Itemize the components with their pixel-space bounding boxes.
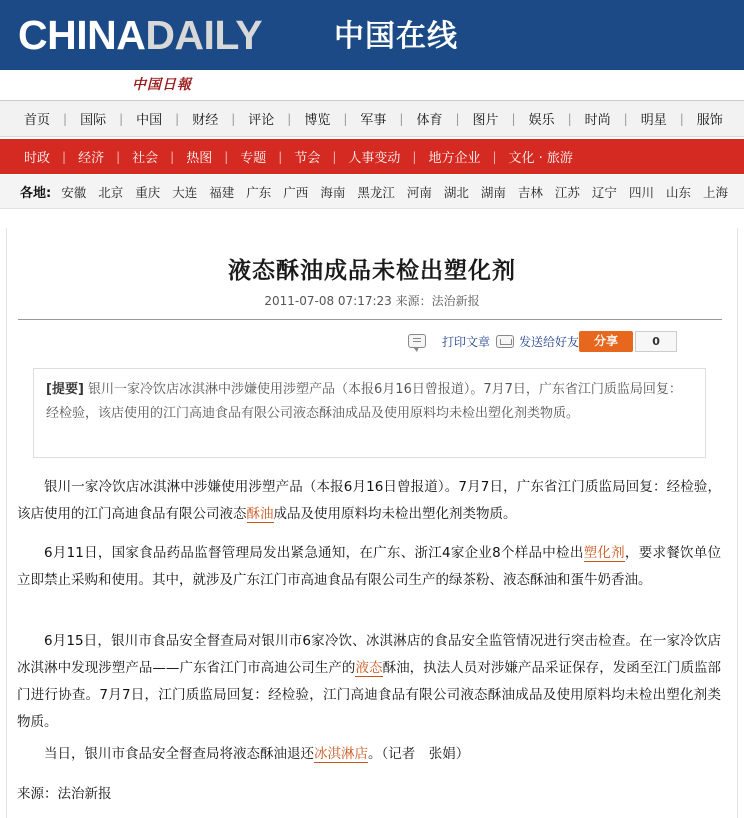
nav-main-item[interactable]: 娱乐	[528, 113, 555, 128]
nav-region-item[interactable]: 广西	[283, 185, 309, 200]
nav-region-item[interactable]: 重庆	[135, 185, 161, 200]
nav-main-item[interactable]: 图片	[472, 113, 499, 128]
nav-main-item[interactable]: 军事	[360, 113, 387, 128]
region-label: 各地:	[20, 186, 52, 201]
nav-main-item[interactable]: 评论	[248, 113, 275, 128]
nav-region-item[interactable]: 辽宁	[591, 185, 617, 200]
nav-main-item[interactable]: 财经	[192, 113, 219, 128]
nav-region-item[interactable]: 河南	[406, 185, 432, 200]
share-count-badge: 0	[635, 331, 677, 352]
logo-daily-text: DAILY	[145, 12, 263, 58]
nav-region-item[interactable]: 福建	[209, 185, 235, 200]
nav-main-item[interactable]: 博览	[304, 113, 331, 128]
nav-separator: |	[399, 111, 404, 126]
nav-sub-item[interactable]: 人事变动	[348, 151, 401, 166]
paragraph-text: 6月15日，银川市食品安全督查局对银川市6家冷饮、冰淇淋店的食品安全监管情况进行突击检查。在一家冷饮店冰淇淋中发现涉塑产品——广东省江门市高迪公司生产的	[17, 633, 721, 676]
nav-sub-item[interactable]: 社会	[132, 151, 159, 166]
nav-main-item[interactable]: 时尚	[584, 113, 611, 128]
nav-main-item[interactable]: 明星	[640, 113, 667, 128]
nav-region-item[interactable]: 四川	[628, 185, 654, 200]
paragraph-text: 成品及使用原料均未检出塑化剂类物质。	[273, 506, 517, 522]
send-to-friend-link[interactable]: 发送给好友	[519, 334, 580, 349]
nav-region-item[interactable]: 湖南	[480, 185, 506, 200]
print-article-link[interactable]: 打印文章	[442, 334, 491, 349]
article-title: 液态酥油成品未检出塑化剂	[228, 258, 516, 284]
paragraph-text: 酥油，执法人员对涉嫌产品采证保存，发函至江门质监部门进行协查。7月7日，江门质监局回复：经检验，江门高迪食品有限公司液态酥油成品及使用原料均未检出塑化剂类物质。	[17, 660, 722, 730]
paragraph-text: ，要求餐饮单位立即禁止采购和使用。其中，就涉及广东江门市高迪食品有限公司生产的绿茶粉、液态酥油和蛋牛奶香油。	[17, 545, 722, 588]
nav-separator: |	[679, 111, 684, 126]
nav-separator: |	[343, 111, 348, 126]
nav-sub-item[interactable]: 专题	[240, 151, 267, 166]
nav-separator: |	[175, 111, 180, 126]
article-summary-box	[33, 368, 706, 458]
nav-region-item[interactable]: 大连	[172, 185, 198, 200]
nav-region-item[interactable]: 上海	[702, 185, 728, 200]
nav-separator: |	[412, 149, 417, 164]
nav-sub-item[interactable]: 地方企业	[428, 151, 481, 166]
region-navigation	[0, 175, 744, 209]
nav-separator: |	[511, 111, 516, 126]
nav-sub-item[interactable]: 经济	[78, 151, 105, 166]
logo-china-text: CHINA	[18, 12, 146, 58]
nav-main-item[interactable]: 国际	[80, 113, 107, 128]
nav-separator: |	[63, 111, 68, 126]
nav-separator: |	[224, 149, 229, 164]
comment-icon[interactable]	[408, 334, 426, 348]
subheader-bar	[0, 70, 744, 100]
nav-sub-item[interactable]: 热图	[186, 151, 213, 166]
chinadaily-logo[interactable]	[18, 12, 262, 58]
article-paragraph-1	[17, 474, 721, 528]
paragraph-text: 银川一家冷饮店冰淇淋中涉嫌使用涉塑产品（本报6月16日曾报道）。7月7日，广东省江门质监局回复：经检验，该店使用的江门高迪食品有限公司液态	[17, 479, 721, 522]
region-list	[61, 182, 740, 201]
nav-separator: |	[492, 149, 497, 164]
nav-separator: |	[119, 111, 124, 126]
keyword-link-liquid[interactable]: 液态	[355, 660, 383, 676]
nav-separator: |	[623, 111, 628, 126]
summary-tag: [提要]	[46, 382, 84, 397]
article-toolbar	[408, 330, 677, 352]
nav-region-item[interactable]: 安徽	[61, 185, 87, 200]
keyword-link-plasticizer[interactable]: 塑化剂	[583, 545, 625, 561]
nav-separator: |	[116, 149, 121, 164]
nav-sub-item[interactable]: 文化 · 旅游	[508, 151, 573, 166]
keyword-link-icecream-shop[interactable]: 冰淇淋店	[314, 746, 368, 762]
nav-sub-item[interactable]: 节会	[294, 151, 321, 166]
title-divider	[18, 319, 722, 320]
nav-region-item[interactable]: 海南	[320, 185, 346, 200]
nav-separator: |	[332, 149, 337, 164]
main-navigation	[0, 100, 744, 137]
nav-main-item[interactable]: 服饰	[696, 113, 723, 128]
sub-navigation	[0, 139, 744, 174]
mail-icon[interactable]	[496, 335, 514, 348]
keyword-link-ghee[interactable]: 酥油	[246, 506, 274, 522]
china-daily-chinese-logo: 中国日報	[132, 77, 192, 93]
nav-separator: |	[278, 149, 283, 164]
nav-region-item[interactable]: 北京	[98, 185, 124, 200]
nav-region-item[interactable]: 黑龙江	[357, 185, 395, 200]
nav-region-item[interactable]: 广东	[246, 185, 272, 200]
article-dateline: 2011-07-08 07:17:23 来源：法治新报	[264, 294, 480, 308]
article-paragraph-3	[17, 628, 721, 736]
paragraph-text: 。（记者 张娟）	[368, 746, 470, 762]
nav-region-item[interactable]: 吉林	[517, 185, 543, 200]
chinese-site-name: 中国在线	[334, 19, 458, 54]
nav-separator: |	[170, 149, 175, 164]
article-source: 来源：法治新报	[17, 786, 112, 802]
nav-main-item[interactable]: 中国	[136, 113, 163, 128]
nav-separator: |	[231, 111, 236, 126]
nav-separator: |	[62, 149, 67, 164]
nav-region-item[interactable]: 湖北	[443, 185, 469, 200]
share-button[interactable]: 分享	[579, 331, 633, 352]
nav-main-item[interactable]: 体育	[416, 113, 443, 128]
nav-separator: |	[455, 111, 460, 126]
summary-text: 银川一家冷饮店冰淇淋中涉嫌使用涉塑产品（本报6月16日曾报道）。7月7日，广东省江门质监局回复：经检验，该店使用的江门高迪食品有限公司液态酥油成品及使用原料均未检出塑化剂类物质。	[46, 382, 682, 421]
nav-separator: |	[287, 111, 292, 126]
paragraph-text: 当日，银川市食品安全督查局将液态酥油退还	[44, 746, 314, 762]
paragraph-text: 6月11日，国家食品药品监督管理局发出紧急通知，在广东、浙江4家企业8个样品中检出	[44, 545, 584, 561]
nav-main-item[interactable]: 首页	[24, 113, 51, 128]
nav-region-item[interactable]: 江苏	[554, 185, 580, 200]
article-paragraph-4	[17, 741, 721, 768]
nav-region-item[interactable]: 山东	[665, 185, 691, 200]
nav-sub-item[interactable]: 时政	[24, 151, 51, 166]
article-paragraph-2	[17, 540, 721, 594]
nav-separator: |	[567, 111, 572, 126]
